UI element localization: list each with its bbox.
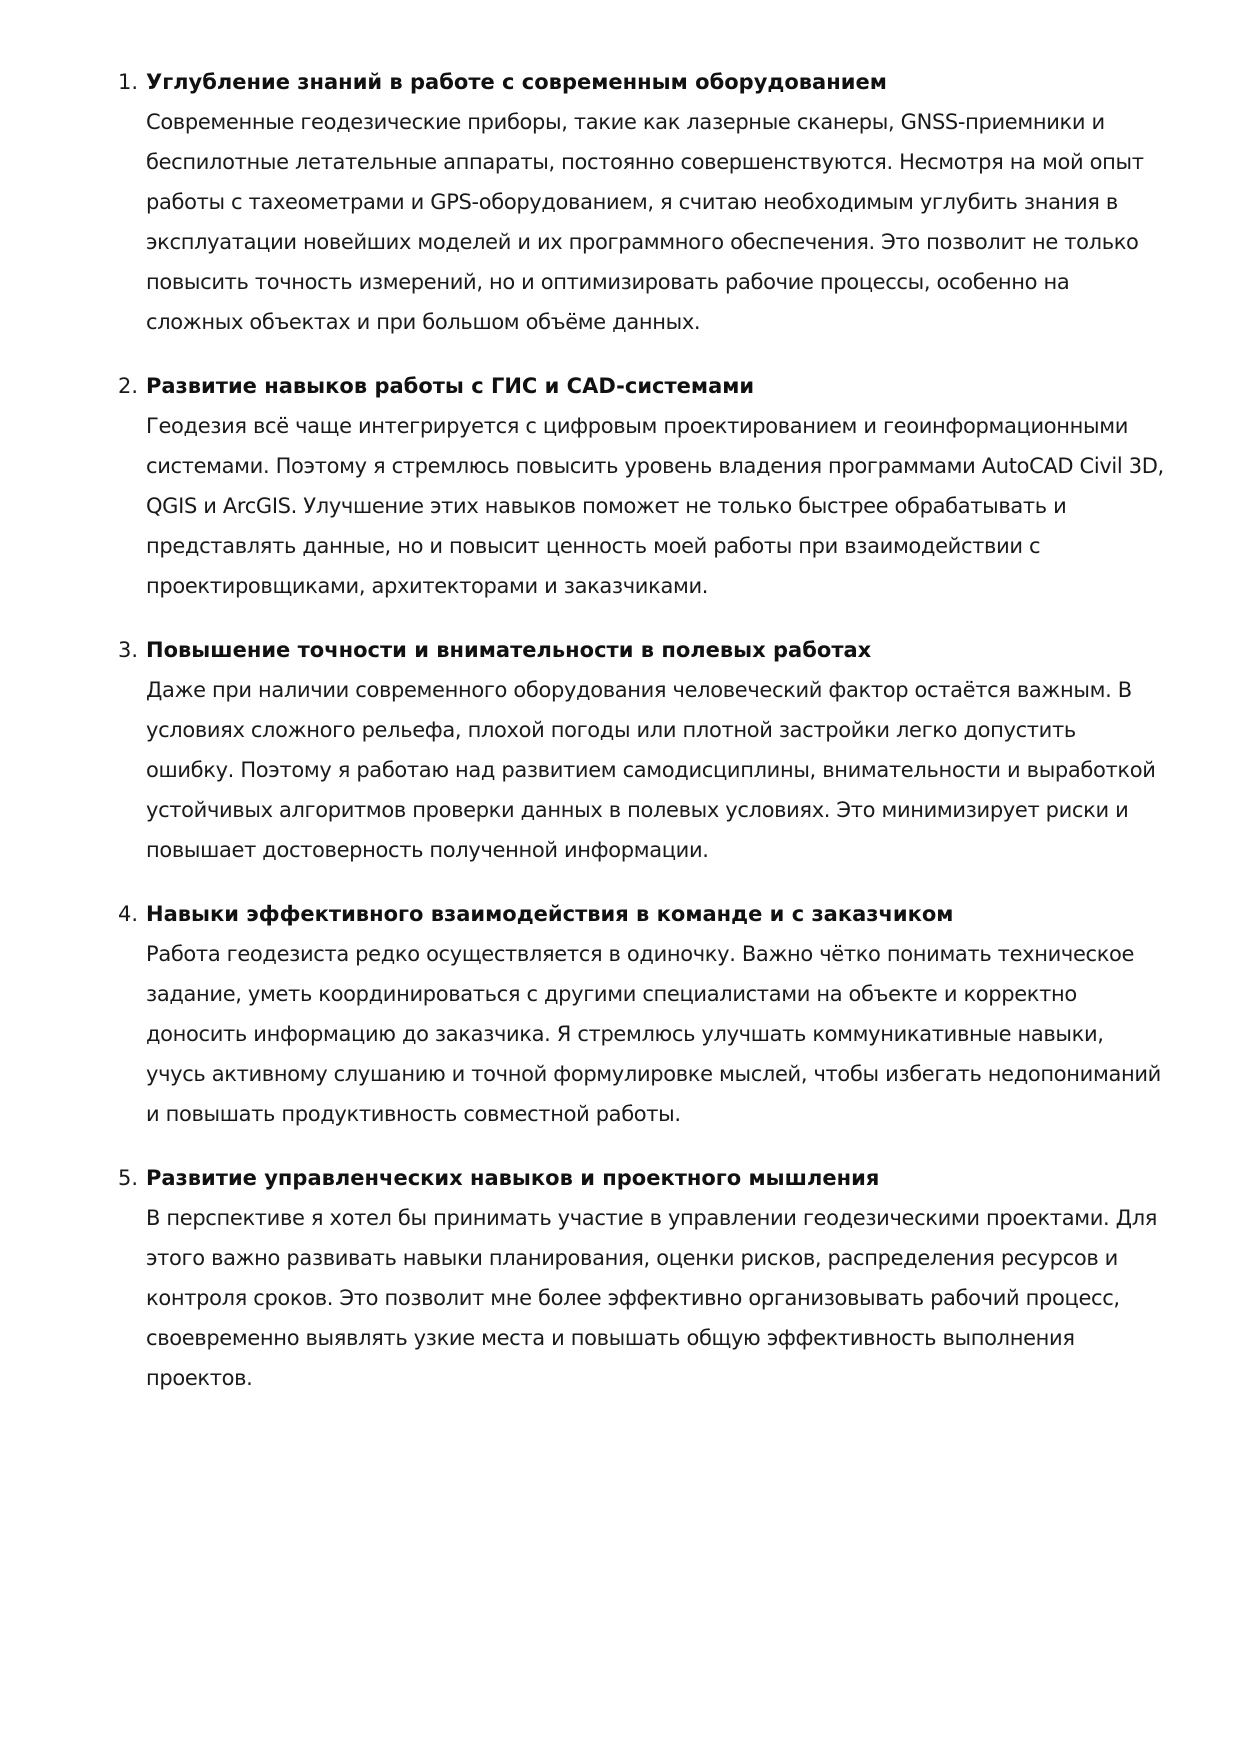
list-item xyxy=(118,630,1168,870)
item-number: 5. xyxy=(118,1166,139,1190)
numbered-list xyxy=(118,62,1168,1422)
item-content xyxy=(146,630,1168,870)
item-number: 2. xyxy=(118,374,139,398)
item-text: Работа геодезиста редко осуществляется в одиночку. Важно чётко понимать техническое задание, уметь координироваться с другими специалистами на объекте и корректно доносить информацию до заказчика. Я стремлюсь улучшать коммуникативные навыки, учусь активному слушанию и точной формулировке мыслей, чтобы избегать недопониманий и повышать продуктивность совместной работы. xyxy=(146,942,1161,1126)
item-content xyxy=(146,894,1168,1134)
item-title: Развитие управленческих навыков и проектного мышления xyxy=(146,1166,880,1190)
list-item xyxy=(118,366,1168,606)
item-text: Даже при наличии современного оборудования человеческий фактор остаётся важным. В условиях сложного рельефа, плохой погоды или плотной застройки легко допустить ошибку. Поэтому я работаю над развитием самодисциплины, внимательности и выработкой устойчивых алгоритмов проверки данных в полевых условиях. Это минимизирует риски и повышает достоверность полученной информации. xyxy=(146,678,1156,862)
item-number: 3. xyxy=(118,638,139,662)
item-title: Углубление знаний в работе с современным оборудованием xyxy=(146,70,887,94)
item-title: Развитие навыков работы с ГИС и CAD-системами xyxy=(146,374,755,398)
item-content xyxy=(146,1158,1168,1398)
item-title: Повышение точности и внимательности в полевых работах xyxy=(146,638,872,662)
list-item xyxy=(118,894,1168,1134)
item-content xyxy=(146,366,1168,606)
item-number: 4. xyxy=(118,902,139,926)
item-content xyxy=(146,62,1168,342)
item-text: В перспективе я хотел бы принимать участие в управлении геодезическими проектами. Для этого важно развивать навыки планирования, оценки рисков, распределения ресурсов и контроля сроков. Это позволит мне более эффективно организовывать рабочий процесс, своевременно выявлять узкие места и повышать общую эффективность выполнения проектов. xyxy=(146,1206,1158,1390)
item-text: Геодезия всё чаще интегрируется с цифровым проектированием и геоинформационными системами. Поэтому я стремлюсь повысить уровень владения программами AutoCAD Civil 3D, QGIS и ArcGIS. Улучшение этих навыков поможет не только быстрее обрабатывать и представлять данные, но и повысит ценность моей работы при взаимодействии с проектировщиками, архитекторами и заказчиками. xyxy=(146,414,1164,598)
item-title: Навыки эффективного взаимодействия в команде и с заказчиком xyxy=(146,902,954,926)
item-text: Современные геодезические приборы, такие как лазерные сканеры, GNSS-приемники и беспилотные летательные аппараты, постоянно совершенствуются. Несмотря на мой опыт работы с тахеометрами и GPS-оборудованием, я считаю необходимым углубить знания в эксплуатации новейших моделей и их программного обеспечения. Это позволит не только повысить точность измерений, но и оптимизировать рабочие процессы, особенно на сложных объектах и при большом объёме данных. xyxy=(146,110,1144,334)
item-number: 1. xyxy=(118,70,139,94)
list-item xyxy=(118,62,1168,342)
list-item xyxy=(118,1158,1168,1398)
